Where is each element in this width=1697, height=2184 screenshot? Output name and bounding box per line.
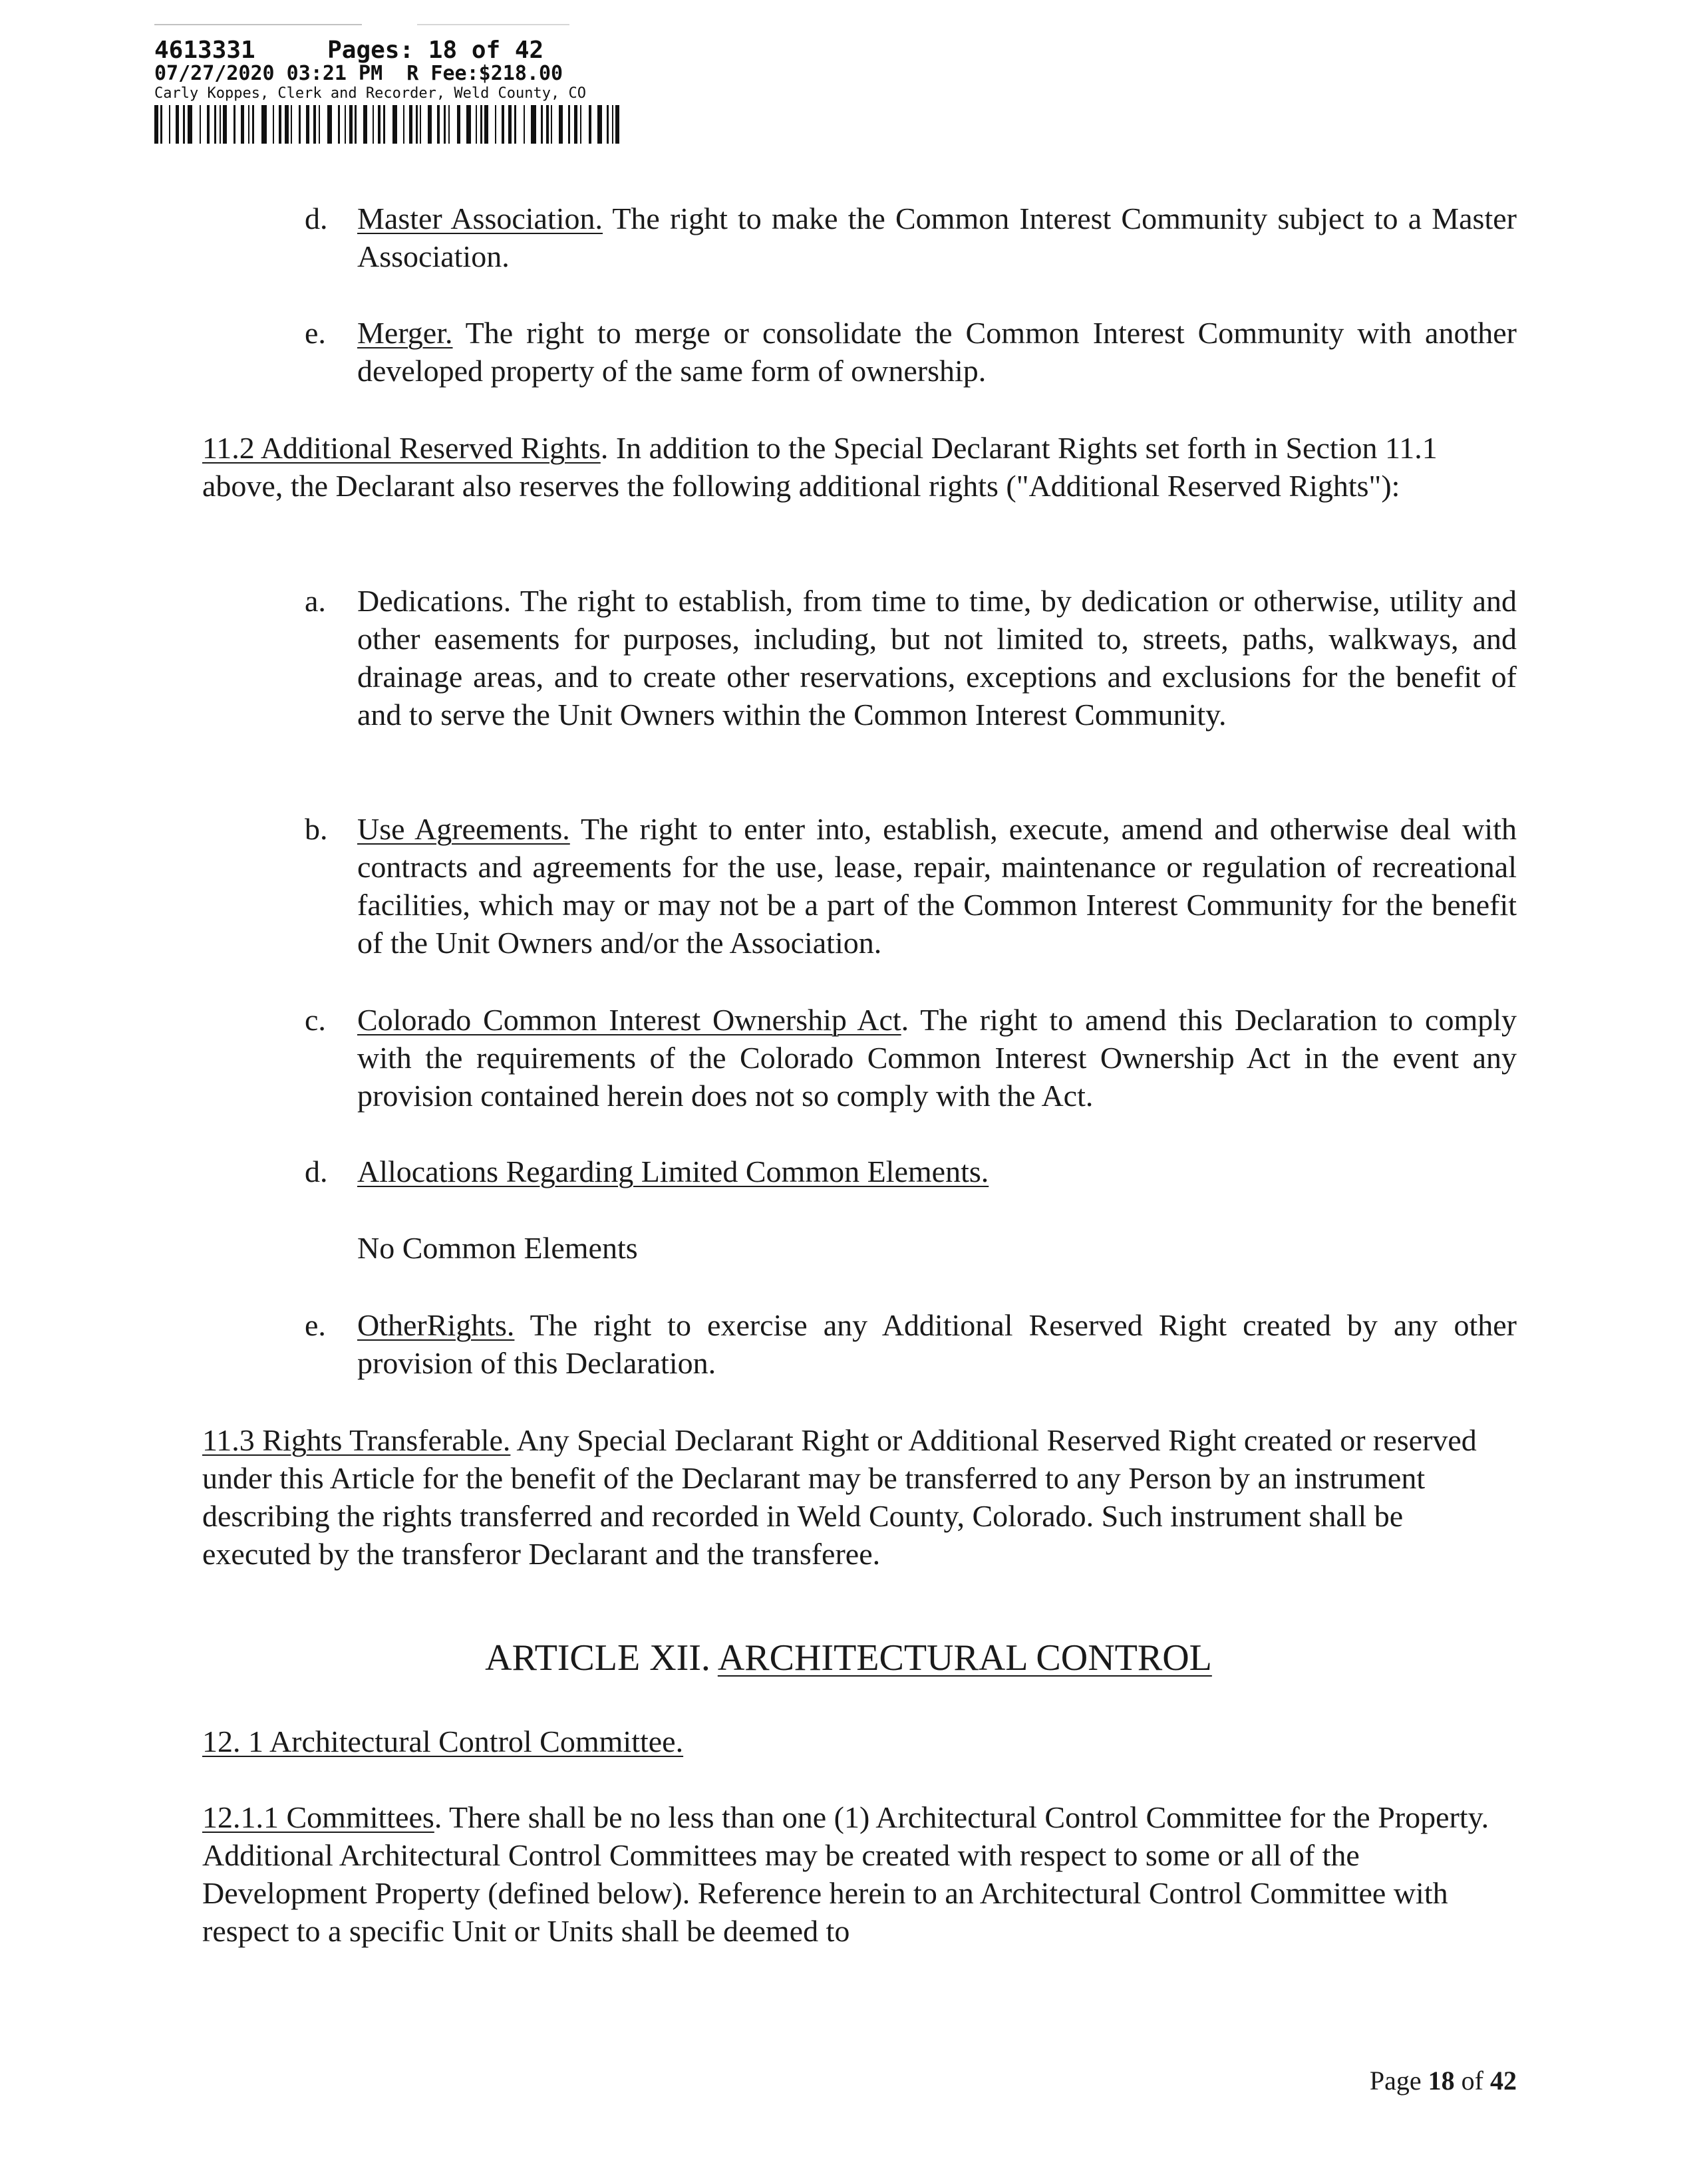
barcode-bar xyxy=(508,105,512,144)
item-marker: b. xyxy=(305,812,328,846)
barcode-bar xyxy=(502,105,504,144)
article-prefix: ARTICLE XII. xyxy=(485,1637,718,1679)
item-marker: c. xyxy=(305,1003,326,1037)
barcode-bar xyxy=(559,105,563,144)
barcode-bar xyxy=(188,105,192,144)
barcode-bar xyxy=(355,105,357,144)
barcode-bar xyxy=(169,105,170,144)
barcode-bar xyxy=(306,105,309,144)
item-marker: d. xyxy=(305,202,328,235)
item-text: . The right to amend this Declaration to comply with the requirements of the Colorado Common Interest Ownership Act in the event any provision contained herein does not so comply with the Act. xyxy=(357,1003,1517,1113)
barcode-bar xyxy=(514,105,516,144)
barcode-bar xyxy=(214,105,216,144)
barcode-bar xyxy=(574,105,577,144)
barcode-bar xyxy=(273,105,274,144)
item-marker: e. xyxy=(305,316,326,350)
barcode-bar xyxy=(480,105,482,144)
item-title: Colorado Common Interest Ownership Act xyxy=(357,1003,901,1037)
page-current: 18 xyxy=(1428,2066,1455,2096)
section-title: 11.2 Additional Reserved Rights xyxy=(202,431,601,465)
barcode-bar xyxy=(437,105,440,144)
barcode-bar xyxy=(154,105,158,144)
item-text: The right to enter into, establish, execute, amend and otherwise deal with contracts and agreements for the use, lease, repair, maintenance or regulation of recreational facilities, which may or may not be a part of the Common Interest Community for the benefit of the Unit Owners and/or the Association. xyxy=(357,812,1517,960)
barcode-bar xyxy=(327,105,332,144)
barcode-bar xyxy=(183,105,185,144)
barcode xyxy=(154,105,886,144)
item-title: Use Agreements. xyxy=(357,812,570,846)
barcode-bar xyxy=(363,105,367,144)
barcode-bar xyxy=(597,105,602,144)
article-heading xyxy=(0,1635,1697,1681)
barcode-bar xyxy=(409,105,412,144)
barcode-bar xyxy=(373,105,374,144)
section-11-2 xyxy=(202,429,1517,505)
barcode-bar xyxy=(420,105,421,144)
list-item-other-rights xyxy=(357,1306,1517,1382)
no-common-elements-note xyxy=(357,1229,1517,1267)
section-12-1-1 xyxy=(202,1798,1517,1950)
barcode-bar xyxy=(416,105,418,144)
barcode-bar xyxy=(291,105,292,144)
barcode-bar xyxy=(403,105,404,144)
barcode-bar xyxy=(383,105,385,144)
list-item-allocations xyxy=(357,1153,1517,1190)
barcode-bar xyxy=(345,105,346,144)
barcode-bar xyxy=(524,105,525,144)
barcode-bar xyxy=(223,105,227,144)
section-title: 11.3 Rights Transferable. xyxy=(202,1423,511,1457)
barcode-bar xyxy=(176,105,179,144)
barcode-bar xyxy=(615,105,619,144)
barcode-bar xyxy=(299,105,301,144)
barcode-bar xyxy=(319,105,320,144)
barcode-bar xyxy=(200,105,201,144)
item-title: Merger. xyxy=(357,316,453,350)
pages-label: Pages: 18 of 42 xyxy=(327,37,544,64)
list-item-use-agreements xyxy=(357,810,1517,962)
barcode-bar xyxy=(252,105,254,144)
section-11-3 xyxy=(202,1421,1517,1573)
item-title: OtherRights. xyxy=(357,1308,515,1342)
item-text: No Common Elements xyxy=(357,1231,638,1265)
barcode-bar xyxy=(160,105,162,144)
list-item-master-association xyxy=(357,200,1517,275)
barcode-bar xyxy=(428,105,432,144)
barcode-bar xyxy=(279,105,281,144)
barcode-bar xyxy=(589,105,591,144)
item-text: The right to exercise any Additional Reserved Right created by any other provision of this Declaration. xyxy=(357,1308,1517,1380)
item-text: The right to merge or consolidate the Common Interest Community with another developed property of the same form of ownership. xyxy=(357,316,1517,388)
barcode-bar xyxy=(444,105,446,144)
barcode-bar xyxy=(285,105,289,144)
barcode-bar xyxy=(612,105,613,144)
barcode-bar xyxy=(207,105,210,144)
barcode-bar xyxy=(448,105,450,144)
recording-stamp xyxy=(154,39,886,144)
barcode-bar xyxy=(531,105,536,144)
barcode-bar xyxy=(607,105,609,144)
barcode-bar xyxy=(495,105,496,144)
barcode-bar xyxy=(392,105,397,144)
item-marker: d. xyxy=(305,1155,328,1188)
barcode-bar xyxy=(466,105,471,144)
recorder-name: Carly Koppes, Clerk and Recorder, Weld County, CO xyxy=(154,85,587,102)
item-marker: e. xyxy=(305,1308,326,1342)
list-item-merger xyxy=(357,314,1517,390)
recording-fee: R Fee:$218.00 xyxy=(406,62,563,85)
recorded-date-time: 07/27/2020 03:21 PM xyxy=(154,62,383,85)
reception-number: 4613331 xyxy=(154,37,255,64)
barcode-bar xyxy=(484,105,488,144)
barcode-bar xyxy=(546,105,549,144)
barcode-bar xyxy=(241,105,244,144)
barcode-bar xyxy=(338,105,340,144)
list-item-ccioa xyxy=(357,1001,1517,1115)
item-title: Allocations Regarding Limited Common Elements. xyxy=(357,1155,989,1188)
list-item-dedications xyxy=(357,582,1517,734)
barcode-bar xyxy=(457,105,460,144)
barcode-bar xyxy=(261,105,267,144)
section-12-1 xyxy=(202,1722,1517,1760)
barcode-bar xyxy=(233,105,235,144)
barcode-bar xyxy=(220,105,221,144)
item-text: The right to make the Common Interest Community subject to a Master Association. xyxy=(357,202,1517,273)
item-marker: a. xyxy=(305,584,326,618)
scan-artifact-line xyxy=(154,24,846,25)
section-title: 12. 1 Architectural Control Committee. xyxy=(202,1724,684,1758)
page-word: Page xyxy=(1369,2066,1422,2096)
barcode-bar xyxy=(568,105,570,144)
of-word: of xyxy=(1461,2066,1483,2096)
barcode-bar xyxy=(349,105,353,144)
section-text: Any Special Declarant Right or Additional Reserved Right created or reserved under this Article for the benefit of the Declarant may be transferred to any Person by an instrument describing the rights transferred and recorded in Weld County, Colorado. Such instrument shall be executed by the transferor Declarant and the transferee. xyxy=(202,1423,1477,1571)
section-text: . There shall be no less than one (1) Architectural Control Committee for the Property. Additional Architectural Control Committees may be created with respect to some or all of the Development Property (defined below). Reference herein to an Architectural Control Committee with respect to a specific Unit or Units shall be deemed to xyxy=(202,1800,1489,1948)
article-title: ARCHITECTURAL CONTROL xyxy=(717,1637,1212,1679)
item-title: Master Association. xyxy=(357,202,603,235)
barcode-bar xyxy=(248,105,249,144)
barcode-bar xyxy=(378,105,381,144)
barcode-bar xyxy=(580,105,581,144)
barcode-bar xyxy=(313,105,316,144)
barcode-bar xyxy=(476,105,477,144)
section-text: . In addition to the Special Declarant Rights set forth in Section 11.1 above, the Declarant also reserves the following additional rights ("Additional Reserved Rights"): xyxy=(202,431,1438,503)
page-total: 42 xyxy=(1490,2066,1517,2096)
page-number xyxy=(1330,2064,1517,2098)
section-title: 12.1.1 Committees xyxy=(202,1800,434,1834)
item-text: Dedications. The right to establish, from time to time, by dedication or otherwise, utility and other easements for purposes, including, but not limited to, streets, paths, walkways, and drainage areas, and to create other reservations, exceptions and exclusions for the benefit of and to serve the Unit Owners within the Common Interest Community. xyxy=(357,584,1517,732)
barcode-bar xyxy=(551,105,552,144)
barcode-bar xyxy=(541,105,543,144)
